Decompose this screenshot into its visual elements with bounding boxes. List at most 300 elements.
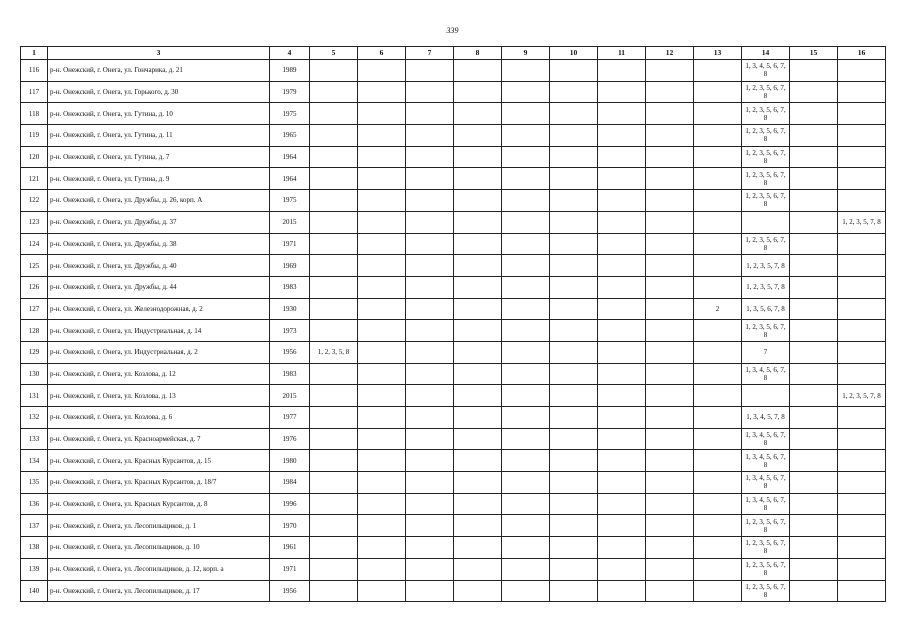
table-row: [21, 450, 886, 472]
table-cell: [454, 320, 502, 342]
table-cell: 2: [694, 298, 742, 320]
table-cell: [598, 146, 646, 168]
row-number-cell: 128: [21, 320, 48, 342]
table-cell: [694, 211, 742, 233]
table-cell: [694, 81, 742, 103]
table-cell: [598, 407, 646, 429]
table-cell: [838, 428, 886, 450]
table-cell: [502, 60, 550, 82]
table-cell: [310, 428, 358, 450]
address-cell: р-н. Онежский, г. Онега, ул. Гутина, д. 11: [48, 125, 270, 147]
row-number-cell: 135: [21, 472, 48, 494]
column-header: 7: [406, 47, 454, 60]
table-cell: [598, 60, 646, 82]
table-cell: [646, 537, 694, 559]
table-cell: [694, 60, 742, 82]
table-cell: 7: [742, 341, 790, 363]
table-cell: 1, 2, 3, 5, 7, 8: [742, 276, 790, 298]
table-cell: [550, 233, 598, 255]
row-number-cell: 118: [21, 103, 48, 125]
table-cell: [694, 558, 742, 580]
table-cell: [550, 472, 598, 494]
table-cell: [310, 515, 358, 537]
table-cell: [406, 385, 454, 407]
table-cell: [838, 407, 886, 429]
column-header: 13: [694, 47, 742, 60]
table-cell: [502, 146, 550, 168]
table-cell: [694, 537, 742, 559]
table-cell: 1, 2, 3, 5, 6, 7, 8: [742, 558, 790, 580]
table-cell: [358, 276, 406, 298]
table-cell: [550, 428, 598, 450]
table-cell: [502, 233, 550, 255]
column-header: 8: [454, 47, 502, 60]
table-cell: [838, 81, 886, 103]
table-cell: [646, 320, 694, 342]
table-cell: [598, 341, 646, 363]
table-cell: [310, 125, 358, 147]
table-cell: [550, 81, 598, 103]
table-cell: [406, 81, 454, 103]
table-cell: [550, 493, 598, 515]
table-cell: [406, 298, 454, 320]
year-cell: 1980: [270, 450, 310, 472]
table-cell: [310, 385, 358, 407]
table-cell: [550, 407, 598, 429]
table-cell: [310, 103, 358, 125]
table-cell: [790, 537, 838, 559]
table-cell: [310, 233, 358, 255]
address-cell: р-н. Онежский, г. Онега, ул. Горького, д. 30: [48, 81, 270, 103]
table-cell: [694, 276, 742, 298]
row-number-cell: 126: [21, 276, 48, 298]
table-cell: [406, 103, 454, 125]
table-cell: [694, 341, 742, 363]
table-row: [21, 580, 886, 602]
row-number-cell: 137: [21, 515, 48, 537]
table-cell: [790, 81, 838, 103]
table-row: [21, 103, 886, 125]
address-cell: р-н. Онежский, г. Онега, ул. Дружбы, д. 40: [48, 255, 270, 277]
table-cell: [742, 211, 790, 233]
table-cell: [838, 298, 886, 320]
table-cell: [646, 493, 694, 515]
row-number-cell: 123: [21, 211, 48, 233]
column-header: 10: [550, 47, 598, 60]
table-cell: [310, 363, 358, 385]
table-cell: [646, 385, 694, 407]
page-number: 339: [446, 26, 459, 35]
table-cell: [694, 385, 742, 407]
table-cell: [358, 255, 406, 277]
table-cell: [646, 211, 694, 233]
table-cell: [502, 168, 550, 190]
row-number-cell: 124: [21, 233, 48, 255]
table-cell: [694, 493, 742, 515]
table-cell: [406, 428, 454, 450]
column-header: 9: [502, 47, 550, 60]
column-header: 5: [310, 47, 358, 60]
row-number-cell: 117: [21, 81, 48, 103]
table-cell: [454, 472, 502, 494]
year-cell: 1969: [270, 255, 310, 277]
year-cell: 1973: [270, 320, 310, 342]
table-cell: [646, 255, 694, 277]
table-cell: [790, 255, 838, 277]
column-header: 11: [598, 47, 646, 60]
table-cell: [454, 211, 502, 233]
table-cell: [646, 363, 694, 385]
table-cell: [790, 515, 838, 537]
table-cell: [550, 363, 598, 385]
table-cell: [598, 385, 646, 407]
table-cell: [406, 407, 454, 429]
table-cell: [310, 211, 358, 233]
address-cell: р-н. Онежский, г. Онега, ул. Гутина, д. 7: [48, 146, 270, 168]
housing-register-table: [20, 46, 886, 602]
address-cell: р-н. Онежский, г. Онега, ул. Красных Курсантов, д. 18/7: [48, 472, 270, 494]
address-cell: р-н. Онежский, г. Онега, ул. Дружбы, д. 26, корп. А: [48, 190, 270, 212]
table-cell: [838, 363, 886, 385]
row-number-cell: 119: [21, 125, 48, 147]
year-cell: 1979: [270, 81, 310, 103]
address-cell: р-н. Онежский, г. Онега, ул. Дружбы, д. 44: [48, 276, 270, 298]
table-cell: [598, 298, 646, 320]
table-cell: [646, 580, 694, 602]
table-cell: [790, 168, 838, 190]
table-cell: [502, 341, 550, 363]
table-cell: [358, 233, 406, 255]
table-cell: [406, 60, 454, 82]
header-row: [21, 47, 886, 60]
table-cell: [310, 60, 358, 82]
table-row: [21, 146, 886, 168]
table-cell: [646, 81, 694, 103]
table-cell: [550, 298, 598, 320]
table-cell: 1, 3, 4, 5, 6, 7, 8: [742, 450, 790, 472]
row-number-cell: 132: [21, 407, 48, 429]
table-cell: [550, 320, 598, 342]
table-cell: [598, 428, 646, 450]
table-row: [21, 60, 886, 82]
table-cell: [502, 255, 550, 277]
column-header: 14: [742, 47, 790, 60]
address-cell: р-н. Онежский, г. Онега, ул. Гончарика, д. 21: [48, 60, 270, 82]
table-cell: [646, 103, 694, 125]
column-header: 15: [790, 47, 838, 60]
table-cell: [550, 558, 598, 580]
table-cell: 1, 2, 3, 5, 7, 8: [838, 211, 886, 233]
table-row: [21, 493, 886, 515]
year-cell: 1971: [270, 558, 310, 580]
table-row: [21, 320, 886, 342]
table-cell: [502, 276, 550, 298]
table-cell: [406, 558, 454, 580]
table-cell: 1, 2, 3, 5, 6, 7, 8: [742, 233, 790, 255]
column-header: 12: [646, 47, 694, 60]
table-cell: [358, 211, 406, 233]
table-cell: [502, 103, 550, 125]
table-cell: [646, 450, 694, 472]
year-cell: 1983: [270, 363, 310, 385]
table-cell: [358, 81, 406, 103]
table-row: [21, 211, 886, 233]
table-cell: [454, 450, 502, 472]
table-cell: [646, 146, 694, 168]
table-cell: [502, 537, 550, 559]
table-cell: [454, 537, 502, 559]
table-cell: [310, 81, 358, 103]
table-cell: 1, 2, 3, 5, 7, 8: [742, 255, 790, 277]
table-cell: [502, 428, 550, 450]
table-cell: [502, 580, 550, 602]
table-cell: [598, 537, 646, 559]
address-cell: р-н. Онежский, г. Онега, ул. Дружбы, д. 37: [48, 211, 270, 233]
table-cell: [502, 298, 550, 320]
column-header: 1: [21, 47, 48, 60]
table-cell: [838, 168, 886, 190]
table-cell: 1, 3, 4, 5, 6, 7, 8: [742, 60, 790, 82]
column-header: 16: [838, 47, 886, 60]
row-number-cell: 130: [21, 363, 48, 385]
table-cell: [406, 537, 454, 559]
table-cell: 1, 2, 3, 5, 6, 7, 8: [742, 515, 790, 537]
address-cell: р-н. Онежский, г. Онега, ул. Лесопильщиков, д. 12, корп. а: [48, 558, 270, 580]
table-row: [21, 558, 886, 580]
table-row: [21, 363, 886, 385]
table-cell: [310, 298, 358, 320]
table-cell: [790, 146, 838, 168]
table-cell: [598, 81, 646, 103]
table-cell: [358, 341, 406, 363]
table-cell: [358, 558, 406, 580]
table-cell: [646, 472, 694, 494]
table-cell: 1, 2, 3, 5, 6, 7, 8: [742, 81, 790, 103]
table-cell: [358, 515, 406, 537]
table-cell: [646, 233, 694, 255]
address-cell: р-н. Онежский, г. Онега, ул. Дружбы, д. 38: [48, 233, 270, 255]
table-cell: [694, 320, 742, 342]
table-cell: [550, 580, 598, 602]
table-cell: [454, 407, 502, 429]
table-cell: [502, 125, 550, 147]
table-cell: [694, 190, 742, 212]
row-number-cell: 140: [21, 580, 48, 602]
table-cell: [502, 190, 550, 212]
row-number-cell: 131: [21, 385, 48, 407]
table-row: [21, 515, 886, 537]
table-cell: [790, 125, 838, 147]
table-cell: [454, 341, 502, 363]
table-cell: [310, 558, 358, 580]
table-cell: [454, 276, 502, 298]
table-cell: [550, 60, 598, 82]
table-cell: [550, 103, 598, 125]
year-cell: 1984: [270, 472, 310, 494]
row-number-cell: 122: [21, 190, 48, 212]
table-cell: [502, 211, 550, 233]
table-cell: [406, 363, 454, 385]
table-cell: [502, 407, 550, 429]
table-cell: [838, 60, 886, 82]
table-row: [21, 385, 886, 407]
address-cell: р-н. Онежский, г. Онега, ул. Красных Курсантов, д. 15: [48, 450, 270, 472]
table-cell: [454, 233, 502, 255]
table-cell: [838, 190, 886, 212]
table-cell: [598, 515, 646, 537]
table-cell: [406, 515, 454, 537]
column-header: 6: [358, 47, 406, 60]
table-cell: [598, 472, 646, 494]
table-cell: [406, 320, 454, 342]
table-cell: [454, 190, 502, 212]
table-cell: [454, 428, 502, 450]
table-cell: [838, 125, 886, 147]
year-cell: 1983: [270, 276, 310, 298]
table-cell: [646, 125, 694, 147]
address-cell: р-н. Онежский, г. Онега, ул. Индустриальная, д. 2: [48, 341, 270, 363]
table-cell: [598, 276, 646, 298]
table-cell: [790, 276, 838, 298]
table-row: [21, 168, 886, 190]
table-cell: [646, 168, 694, 190]
table-cell: [358, 472, 406, 494]
table-cell: [358, 146, 406, 168]
table-cell: [502, 515, 550, 537]
table-cell: [838, 233, 886, 255]
table-cell: [838, 515, 886, 537]
table-cell: [310, 407, 358, 429]
table-cell: [550, 255, 598, 277]
table-cell: [646, 60, 694, 82]
table-cell: [550, 211, 598, 233]
table-row: [21, 428, 886, 450]
table-cell: [358, 537, 406, 559]
table-cell: [454, 168, 502, 190]
row-number-cell: 120: [21, 146, 48, 168]
table-cell: [358, 60, 406, 82]
table-cell: [838, 493, 886, 515]
table-cell: 1, 3, 4, 5, 6, 7, 8: [742, 428, 790, 450]
table-cell: 1, 3, 4, 5, 7, 8: [742, 407, 790, 429]
table-cell: [838, 276, 886, 298]
table-cell: 1, 2, 3, 5, 6, 7, 8: [742, 125, 790, 147]
table-cell: [358, 190, 406, 212]
table-cell: [838, 558, 886, 580]
table-cell: [454, 493, 502, 515]
address-cell: р-н. Онежский, г. Онега, ул. Железнодорожная, д. 2: [48, 298, 270, 320]
year-cell: 1956: [270, 580, 310, 602]
table-cell: [406, 255, 454, 277]
address-cell: р-н. Онежский, г. Онега, ул. Козлова, д. 12: [48, 363, 270, 385]
table-cell: [454, 298, 502, 320]
table-cell: [406, 233, 454, 255]
table-body: [21, 60, 886, 602]
table-cell: [310, 146, 358, 168]
row-number-cell: 121: [21, 168, 48, 190]
table-cell: [454, 363, 502, 385]
address-cell: р-н. Онежский, г. Онега, ул. Красных Курсантов, д. 8: [48, 493, 270, 515]
table-cell: [790, 211, 838, 233]
table-cell: [358, 103, 406, 125]
table-cell: [646, 407, 694, 429]
table-cell: [454, 60, 502, 82]
table-cell: [550, 537, 598, 559]
table-cell: [358, 580, 406, 602]
table-cell: [646, 558, 694, 580]
address-cell: р-н. Онежский, г. Онега, ул. Гутина, д. 10: [48, 103, 270, 125]
table-cell: [742, 385, 790, 407]
year-cell: 1970: [270, 515, 310, 537]
column-header: 3: [48, 47, 270, 60]
table-cell: [358, 320, 406, 342]
table-cell: [406, 168, 454, 190]
table-cell: [838, 103, 886, 125]
table-cell: [406, 450, 454, 472]
table-cell: [454, 81, 502, 103]
table-cell: [694, 450, 742, 472]
table-row: [21, 537, 886, 559]
table-cell: 1, 2, 3, 5, 6, 7, 8: [742, 580, 790, 602]
table-cell: [646, 428, 694, 450]
table-cell: [790, 320, 838, 342]
year-cell: 1964: [270, 146, 310, 168]
row-number-cell: 136: [21, 493, 48, 515]
table-cell: [598, 190, 646, 212]
table-cell: [454, 580, 502, 602]
table-cell: [790, 580, 838, 602]
table-cell: [838, 450, 886, 472]
table-cell: [550, 190, 598, 212]
year-cell: 1961: [270, 537, 310, 559]
year-cell: 1977: [270, 407, 310, 429]
table-cell: 1, 2, 3, 5, 8: [310, 341, 358, 363]
table-cell: [694, 168, 742, 190]
table-cell: [310, 190, 358, 212]
address-cell: р-н. Онежский, г. Онега, ул. Козлова, д. 6: [48, 407, 270, 429]
year-cell: 2015: [270, 211, 310, 233]
table-cell: [406, 125, 454, 147]
column-header: 4: [270, 47, 310, 60]
table-cell: [358, 450, 406, 472]
year-cell: 1996: [270, 493, 310, 515]
table-row: [21, 298, 886, 320]
table-cell: [646, 515, 694, 537]
table-cell: 1, 2, 3, 5, 6, 7, 8: [742, 537, 790, 559]
table-cell: [790, 450, 838, 472]
table-cell: [598, 320, 646, 342]
address-cell: р-н. Онежский, г. Онега, ул. Козлова, д. 13: [48, 385, 270, 407]
year-cell: 1989: [270, 60, 310, 82]
table-row: [21, 407, 886, 429]
table-cell: [598, 168, 646, 190]
table-cell: [694, 580, 742, 602]
row-number-cell: 129: [21, 341, 48, 363]
address-cell: р-н. Онежский, г. Онега, ул. Индустриальная, д. 14: [48, 320, 270, 342]
table-cell: [646, 276, 694, 298]
table-cell: [646, 341, 694, 363]
table-cell: [694, 146, 742, 168]
address-cell: р-н. Онежский, г. Онега, ул. Лесопильщиков, д. 1: [48, 515, 270, 537]
table-cell: [790, 472, 838, 494]
table-cell: [790, 428, 838, 450]
table-cell: [550, 385, 598, 407]
table-cell: [454, 146, 502, 168]
address-cell: р-н. Онежский, г. Онега, ул. Гутина, д. 9: [48, 168, 270, 190]
table-cell: [790, 558, 838, 580]
year-cell: 1964: [270, 168, 310, 190]
table-cell: [550, 515, 598, 537]
